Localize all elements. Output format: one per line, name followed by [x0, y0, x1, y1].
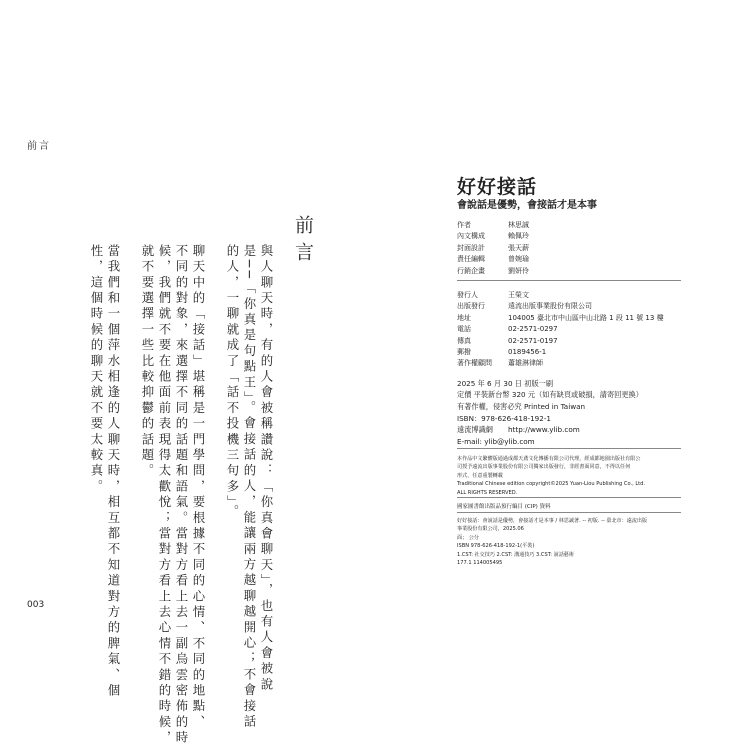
publisher-row [457, 290, 664, 301]
credit-row [457, 266, 529, 277]
divider [457, 280, 681, 281]
credit-value: 賴佩玲 [508, 232, 529, 241]
credit-value: 張天薪 [508, 243, 529, 252]
rights-line: 有著作權，侵害必究 Printed in Taiwan [457, 402, 586, 412]
credit-key: 封面設計 [457, 243, 485, 252]
cip-line: 面； 公分 [457, 534, 479, 541]
copyright-line: 形式，任意重製轉載 [457, 472, 503, 479]
cip-block [457, 517, 683, 567]
divider [457, 497, 681, 498]
page-number: 003 [27, 600, 45, 610]
body-column: 不同的對象，來選擇不同的話題和語氣。當對方看上去一副烏雲密佈的時 [174, 244, 189, 747]
credit-row [457, 231, 529, 242]
body-column: 與人聊天時，有的人會被稱讚說：「你真會聊天」，也有人會被說 [259, 244, 274, 694]
publisher-row [457, 313, 664, 324]
credit-row [457, 220, 529, 231]
cip-line: 177.1 114005495 [457, 560, 503, 567]
body-column: 就不要選擇一些比較抑鬱的話題。 [140, 244, 155, 480]
copyright-line: Traditional Chinese edition copyright©2025 Yuan-Liou Publishing Co., Ltd. [457, 481, 646, 488]
credit-key: 內文構成 [457, 232, 485, 241]
body-column: 性，這個時候的聊天就不要太較真。 [89, 244, 104, 496]
credits-block [457, 220, 529, 277]
body-column: 聊天中的「接話」堪稱是一門學問，要根據不同的心情、不同的地點、 [191, 244, 206, 731]
publisher-value: 王榮文 [508, 291, 529, 299]
credit-value: 林思誠 [508, 221, 529, 229]
right-page [375, 0, 750, 750]
credit-key: 行銷企畫 [457, 266, 485, 275]
running-header: 前言 [27, 141, 51, 152]
credit-row [457, 254, 529, 265]
body-column: 的人，一聊就成了「話不投機三句多」。 [225, 244, 240, 521]
copyright-line: 司授予遠流出版事業股份有限公司獨家出版發行，非經書面同意，不得以任何 [457, 464, 631, 471]
publisher-key: 郵撥 [457, 348, 471, 357]
credit-key: 作者 [457, 221, 471, 229]
website-link[interactable]: http://www.ylib.com [508, 425, 580, 435]
publisher-value: 02-2571-0197 [508, 336, 558, 345]
publisher-row [457, 347, 664, 358]
publisher-key: 出版發行 [457, 302, 485, 311]
isbn-line: ISBN：978-626-418-192-1 [457, 413, 551, 423]
cip-title: 國家圖書館出版品預行編目 (CIP) 資料 [457, 504, 551, 510]
copyright-line: 本作品中文繁體版通過成都天鳶文化傳播有限公司代理，經成都地園出版社有限公 [457, 456, 641, 462]
credit-row [457, 243, 529, 254]
publisher-key: 地址 [457, 313, 471, 322]
publisher-value: 0189456-1 [508, 348, 547, 357]
publisher-key: 電話 [457, 325, 471, 334]
cip-line: 事業股份有限公司，2025.06 [457, 526, 524, 533]
copyright-line: ALL RIGHTS RESERVED. [457, 489, 518, 496]
publisher-row [457, 336, 664, 347]
website-label: 遠流博識網 [457, 425, 493, 435]
publisher-row [457, 301, 664, 312]
body-column: 當我們和一個萍水相逢的人聊天時，相互都不知道對方的脾氣、個 [106, 244, 121, 700]
publisher-key: 傳真 [457, 336, 471, 345]
publisher-value: 蕭雄淋律師 [508, 359, 543, 368]
cip-line: 1.CST: 社交技巧 2.CST: 溝通技巧 3.CST: 說話藝術 [457, 551, 574, 558]
divider [457, 512, 681, 513]
publisher-row [457, 324, 664, 335]
body-column: 候，我們就不要在他面前表現得太歡悅；當對方看上去心情不錯的時候， [157, 244, 172, 747]
book-title: 好好接話 [457, 176, 538, 198]
website-line [457, 424, 664, 436]
credit-key: 責任編輯 [457, 255, 485, 264]
price-line: 定價 平裝新台幣 320 元（如有缺頁或破損，請寄回更換） [457, 390, 643, 400]
publisher-key: 發行人 [457, 291, 478, 299]
copyright-block [457, 455, 683, 497]
divider [457, 448, 681, 449]
edition-line: 2025 年 6 月 30 日 初版一刷 [457, 378, 554, 388]
cip-line: ISBN 978-626-418-192-1(平裝) [457, 543, 535, 550]
publisher-value: 02-2571-0297 [508, 325, 558, 334]
credit-value: 劉妍伶 [508, 266, 529, 275]
publisher-value: 104005 臺北市中山區中山北路 1 段 11 號 13 樓 [508, 313, 664, 322]
credit-value: 曾婉瑜 [508, 255, 529, 264]
email-line[interactable]: E-mail: ylib@ylib.com [457, 436, 535, 446]
publisher-row [457, 358, 664, 369]
book-subtitle: 會說話是優勢，會接話才是本事 [457, 200, 597, 211]
publisher-value: 遠流出版事業股份有限公司 [508, 302, 592, 311]
cip-line: 好好接話：會說話是優勢，會接話才是本事 / 林思誠著. -- 初版. -- 臺北市：遠流出版 [457, 518, 648, 524]
publisher-key: 著作權顧問 [457, 359, 492, 368]
chapter-title: 前言 [292, 215, 314, 269]
body-column: 是──「你真是句點王」。會接話的人，能讓兩方越聊越開心；不會接話 [242, 244, 257, 731]
publisher-block [457, 290, 664, 447]
